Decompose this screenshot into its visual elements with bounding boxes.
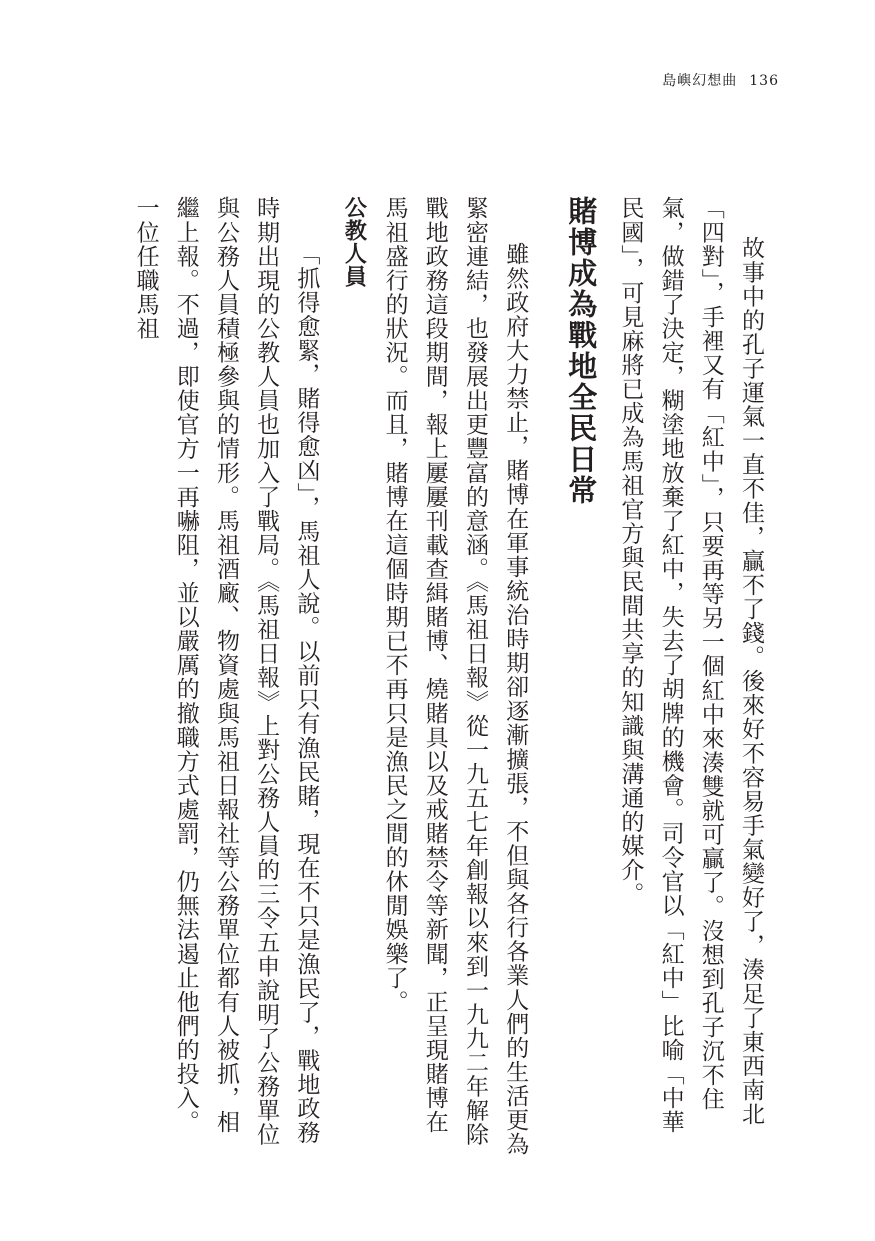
page-body: [125, 196, 771, 1156]
running-head: [662, 70, 779, 90]
book-title: 島嶼幻想曲: [662, 73, 738, 89]
subsection-heading: 公教人員: [341, 196, 368, 288]
paragraph-kongzi-story: 故事中的孔子運氣一直不佳，贏不了錢。後來好不容易手氣變好了，湊足了東西南北「四對」，手裡又有「紅中」，只要再等另一個紅中來湊雙就可贏了。沒想到孔子沉不住氣，做錯了決定，糊塗地放棄了紅中，失去了胡牌的機會。司令官以「紅中」比喻「中華民國」，可見麻將已成為馬祖官方與民間共享的知識與溝通的媒介。: [617, 196, 764, 1134]
page-number: 136: [749, 73, 779, 89]
paragraph-civil-servants: 「抓得愈緊，賭得愈凶」，馬祖人說。以前只有漁民賭，現在不只是漁民了，戰地政務時期出現的公教人員也加入了戰局。《馬祖日報》上對公務人員的三令五申說明了公務單位與公務人員積極參與的情形。馬祖酒廠、物資處與馬祖日報社等公務單位都有人被抓，相繼上報。不過，即使官方一再嚇阻，並以嚴厲的撤職方式處罰，仍無法遏止他們的投入。一位任職馬祖: [132, 196, 320, 1147]
section-heading: 賭博成為戰地全民日常: [564, 196, 599, 506]
paragraph-gambling-expansion: 雖然政府大力禁止，賭博在軍事統治時期卻逐漸擴張，不但與各行各業人們的生活更為緊密連結，也發展出更豐富的意涵。《馬祖日報》從一九五七年創報以來到一九九二年解除戰地政務這段期間，報上屢屢刊載查緝賭博、燒賭具以及戒賭禁令等新聞，正呈現賭博在馬祖盛行的狀況。而且，賭博在這個時期已不再只是漁民之間的休閒娛樂了。: [381, 196, 529, 1156]
